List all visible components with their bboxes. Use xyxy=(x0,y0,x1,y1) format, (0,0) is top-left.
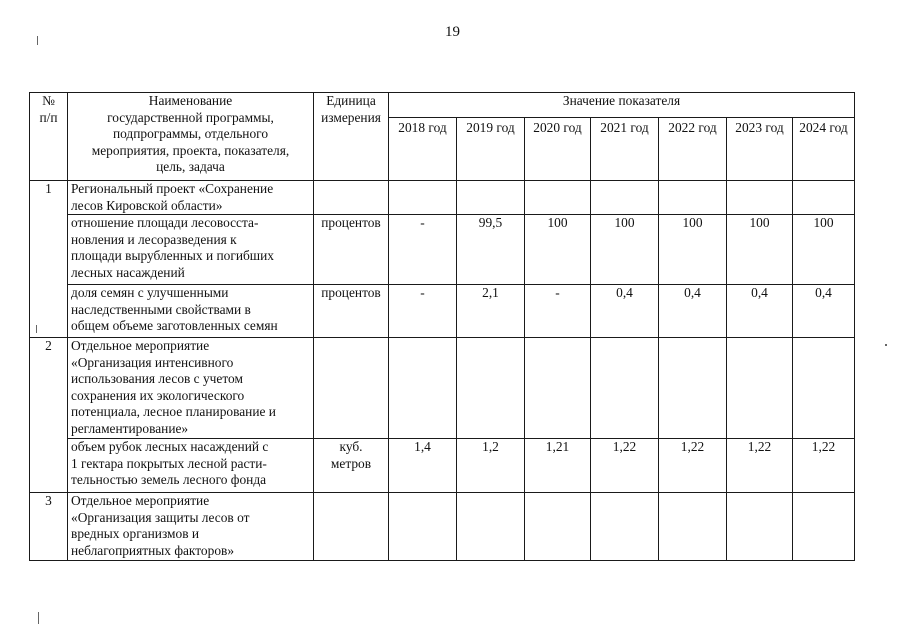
header-year xyxy=(457,118,525,181)
header-year xyxy=(727,118,793,181)
indicator-value xyxy=(591,439,659,493)
indicator-value xyxy=(793,215,855,285)
indicator-value xyxy=(457,439,525,493)
indicator-value xyxy=(793,285,855,338)
header-name-text: Наименование государственной программы, подпрограммы, отдельного мероприятия, проекта, показателя, цель, задача xyxy=(91,93,290,174)
empty-cell xyxy=(457,338,525,439)
indicator-value-text: - xyxy=(420,215,425,230)
section-num xyxy=(30,493,68,561)
indicator-name xyxy=(68,285,314,338)
indicator-row xyxy=(30,439,855,493)
indicator-value xyxy=(793,439,855,493)
indicator-value xyxy=(727,439,793,493)
indicator-value xyxy=(591,285,659,338)
indicator-name xyxy=(68,215,314,285)
indicator-value-text: 0,4 xyxy=(815,285,832,300)
indicator-name-text: доля семян с улучшенными наследственными свойствами в общем объеме заготовленных семян xyxy=(71,285,278,333)
header-year-text: 2020 год xyxy=(533,120,582,135)
section-row xyxy=(30,338,855,439)
indicator-value xyxy=(525,285,591,338)
indicator-value-text: 100 xyxy=(547,215,568,230)
header-year-text: 2019 год xyxy=(466,120,515,135)
header-year xyxy=(389,118,457,181)
indicator-value-text: 0,4 xyxy=(684,285,701,300)
indicator-value xyxy=(525,439,591,493)
indicator-value xyxy=(389,285,457,338)
scan-mark xyxy=(37,36,38,45)
empty-cell xyxy=(727,338,793,439)
section-title-text: Отдельное мероприятие «Организация защиты лесов от вредных организмов и неблагоприятных факторов» xyxy=(71,493,250,558)
section-num xyxy=(30,181,68,338)
indicator-value-text: 1,22 xyxy=(680,439,705,454)
header-num-text: № п/п xyxy=(39,93,58,125)
indicator-value-text: 1,22 xyxy=(612,439,637,454)
scan-mark xyxy=(885,344,887,346)
empty-cell xyxy=(793,181,855,215)
empty-cell xyxy=(727,181,793,215)
indicator-value xyxy=(389,215,457,285)
section-title xyxy=(68,338,314,439)
empty-cell xyxy=(591,493,659,561)
indicator-name-text: отношение площади лесовосста- новления и лесоразведения к площади вырубленных и погибших лесных насаждений xyxy=(71,215,274,280)
empty-cell xyxy=(659,338,727,439)
indicator-unit xyxy=(314,439,389,493)
empty-cell xyxy=(591,181,659,215)
indicator-unit-text: процентов xyxy=(321,215,381,230)
indicator-value-text: 100 xyxy=(813,215,834,230)
empty-cell xyxy=(793,493,855,561)
empty-cell xyxy=(727,493,793,561)
empty-cell xyxy=(525,181,591,215)
indicator-value-text: 1,2 xyxy=(482,439,499,454)
indicator-value-text: 0,4 xyxy=(751,285,768,300)
empty-cell xyxy=(457,493,525,561)
indicator-value-text: 99,5 xyxy=(478,215,503,230)
header-year-text: 2024 год xyxy=(799,120,848,135)
indicator-value-text: 100 xyxy=(682,215,703,230)
scan-mark xyxy=(36,325,37,333)
indicator-value-text: - xyxy=(420,285,425,300)
indicator-value xyxy=(525,215,591,285)
empty-cell xyxy=(525,338,591,439)
indicator-value-text: - xyxy=(555,285,560,300)
section-num-text: 2 xyxy=(45,338,52,353)
indicator-value xyxy=(591,215,659,285)
indicator-value xyxy=(659,215,727,285)
header-value xyxy=(389,93,855,118)
empty-cell xyxy=(525,493,591,561)
section-num xyxy=(30,338,68,493)
scan-mark xyxy=(38,612,39,624)
indicator-value-text: 1,21 xyxy=(545,439,570,454)
empty-cell xyxy=(389,181,457,215)
indicator-unit xyxy=(314,215,389,285)
header-year-text: 2018 год xyxy=(398,120,447,135)
indicator-name xyxy=(68,439,314,493)
indicator-unit-text: процентов xyxy=(321,285,381,300)
section-num-text: 1 xyxy=(45,181,52,196)
header-year xyxy=(591,118,659,181)
header-name xyxy=(68,93,314,181)
indicator-row xyxy=(30,215,855,285)
empty-cell xyxy=(457,181,525,215)
indicator-value-text: 100 xyxy=(749,215,770,230)
empty-cell xyxy=(591,338,659,439)
header-year-text: 2023 год xyxy=(735,120,784,135)
header-year xyxy=(659,118,727,181)
header-unit-text: Единица измерения xyxy=(321,93,381,125)
indicator-value-text: 1,4 xyxy=(414,439,431,454)
indicator-value xyxy=(659,439,727,493)
indicator-name-text: объем рубок лесных насаждений с 1 гектара покрытых лесной расти- тельностью земель лесного фонда xyxy=(71,439,269,487)
empty-cell xyxy=(659,493,727,561)
empty-cell xyxy=(314,493,389,561)
page-number: 19 xyxy=(445,24,460,40)
section-row xyxy=(30,181,855,215)
section-title-text: Отдельное мероприятие «Организация интенсивного использования лесов с учетом сохранения их экологического потенциала, лесное планирование и регламентирование» xyxy=(71,338,276,436)
header-value-text: Значение показателя xyxy=(562,93,681,108)
indicator-value xyxy=(727,285,793,338)
indicator-value xyxy=(727,215,793,285)
header-unit xyxy=(314,93,389,181)
indicators-table xyxy=(29,92,855,561)
indicator-value-text: 1,22 xyxy=(747,439,772,454)
header-year xyxy=(525,118,591,181)
section-row xyxy=(30,493,855,561)
section-num-text: 3 xyxy=(45,493,52,508)
header-year-text: 2022 год xyxy=(668,120,717,135)
section-title xyxy=(68,181,314,215)
section-title xyxy=(68,493,314,561)
header-num xyxy=(30,93,68,181)
header-row-1 xyxy=(30,93,855,118)
indicator-unit-text: куб. метров xyxy=(330,439,372,471)
empty-cell xyxy=(314,338,389,439)
empty-cell xyxy=(314,181,389,215)
empty-cell xyxy=(659,181,727,215)
indicator-unit xyxy=(314,285,389,338)
empty-cell xyxy=(389,493,457,561)
section-title-text: Региональный проект «Сохранение лесов Кировской области» xyxy=(71,181,274,213)
empty-cell xyxy=(793,338,855,439)
indicator-value xyxy=(457,285,525,338)
indicator-value-text: 2,1 xyxy=(482,285,499,300)
indicator-value-text: 1,22 xyxy=(811,439,836,454)
indicator-value xyxy=(659,285,727,338)
indicator-value xyxy=(457,215,525,285)
empty-cell xyxy=(389,338,457,439)
header-year xyxy=(793,118,855,181)
indicator-value-text: 100 xyxy=(614,215,635,230)
indicator-value xyxy=(389,439,457,493)
indicator-value-text: 0,4 xyxy=(616,285,633,300)
header-year-text: 2021 год xyxy=(600,120,649,135)
table-body xyxy=(30,93,855,561)
indicator-row xyxy=(30,285,855,338)
